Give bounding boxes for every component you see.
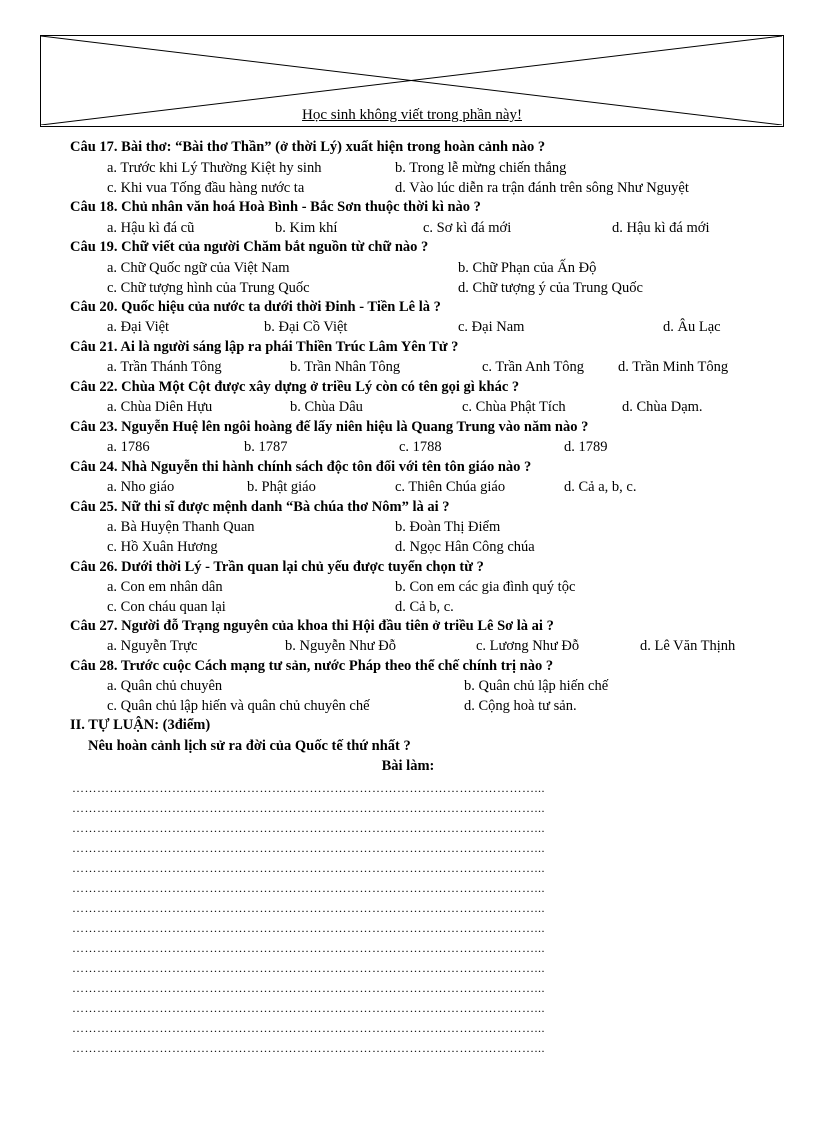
option: d. Ngọc Hân Công chúa: [395, 539, 535, 555]
option: a. 1786: [107, 439, 150, 455]
option: b. Trần Nhân Tông: [290, 359, 401, 375]
answer-line[interactable]: …………………………………………………………………………………………………...: [72, 1041, 545, 1055]
option: b. Trong lễ mừng chiến thắng: [395, 160, 567, 176]
option: d. Hậu kì đá mới: [612, 220, 710, 236]
option: a. Nho giáo: [107, 479, 175, 495]
option: a. Chùa Diên Hựu: [107, 399, 213, 415]
box-caption: Học sinh không viết trong phần này!: [41, 107, 783, 124]
option: c. Khi vua Tống đầu hàng nước ta: [107, 180, 305, 196]
option: d. Chữ tượng ý của Trung Quốc: [458, 280, 643, 296]
answer-line[interactable]: …………………………………………………………………………………………………...: [72, 781, 545, 795]
question-24: Câu 24. Nhà Nguyễn thi hành chính sách độc tôn đối với tên tôn giáo nào ?: [70, 459, 532, 475]
answer-line[interactable]: …………………………………………………………………………………………………...: [72, 841, 545, 855]
option: a. Đại Việt: [107, 319, 170, 335]
question-25: Câu 25. Nữ thi sĩ được mệnh danh “Bà chúa thơ Nôm” là ai ?: [70, 499, 450, 515]
option: c. Thiên Chúa giáo: [395, 479, 506, 495]
question-23: Câu 23. Nguyễn Huệ lên ngôi hoàng đế lấy niên hiệu là Quang Trung vào năm nào ?: [70, 419, 589, 435]
option: b. Đoàn Thị Điểm: [395, 519, 501, 535]
answer-line[interactable]: …………………………………………………………………………………………………...: [72, 1021, 545, 1035]
option: d. Âu Lạc: [663, 319, 721, 335]
option: c. Hồ Xuân Hương: [107, 539, 218, 555]
option: d. Trần Minh Tông: [618, 359, 729, 375]
option: b. Chùa Dâu: [290, 399, 363, 415]
answer-line[interactable]: …………………………………………………………………………………………………...: [72, 901, 545, 915]
option: c. Đại Nam: [458, 319, 525, 335]
answer-line[interactable]: …………………………………………………………………………………………………...: [72, 881, 545, 895]
option: b. Chữ Phạn của Ấn Độ: [458, 260, 597, 276]
answer-line[interactable]: …………………………………………………………………………………………………...: [72, 981, 545, 995]
answer-line[interactable]: …………………………………………………………………………………………………...: [72, 861, 545, 875]
answer-line[interactable]: …………………………………………………………………………………………………...: [72, 941, 545, 955]
option: c. Trần Anh Tông: [482, 359, 585, 375]
option: a. Quân chủ chuyên: [107, 678, 223, 694]
question-17: Câu 17. Bài thơ: “Bài thơ Thần” (ở thời Lý) xuất hiện trong hoàn cảnh nào ?: [70, 139, 546, 155]
option: d. Cả a, b, c.: [564, 479, 637, 495]
question-28: Câu 28. Trước cuộc Cách mạng tư sản, nước Pháp theo thể chế chính trị nào ?: [70, 658, 554, 674]
no-write-box: [40, 35, 784, 127]
option: b. 1787: [244, 439, 288, 455]
option: a. Bà Huyện Thanh Quan: [107, 519, 255, 535]
option: b. Kim khí: [275, 220, 338, 236]
option: c. Quân chủ lập hiến và quân chủ chuyên chế: [107, 698, 370, 714]
question-19: Câu 19. Chữ viết của người Chăm bắt nguồn từ chữ nào ?: [70, 239, 429, 255]
essay-section-title: II. TỰ LUẬN: (3điểm): [70, 717, 211, 733]
option: a. Chữ Quốc ngữ của Việt Nam: [107, 260, 290, 276]
option: d. Chùa Dạm.: [622, 399, 703, 415]
answer-line[interactable]: …………………………………………………………………………………………………...: [72, 801, 545, 815]
option: b. Đại Cồ Việt: [264, 319, 348, 335]
essay-prompt: Nêu hoàn cảnh lịch sử ra đời của Quốc tế thứ nhất ?: [88, 738, 411, 754]
question-26: Câu 26. Dưới thời Lý - Trần quan lại chủ yếu được tuyển chọn từ ?: [70, 559, 484, 575]
option: a. Nguyễn Trực: [107, 638, 198, 654]
option: c. 1788: [399, 439, 442, 455]
question-20: Câu 20. Quốc hiệu của nước ta dưới thời Đinh - Tiền Lê là ?: [70, 299, 441, 315]
option: a. Con em nhân dân: [107, 579, 223, 595]
option: b. Nguyễn Như Đỗ: [285, 638, 396, 654]
option: c. Con cháu quan lại: [107, 599, 226, 615]
option: b. Phật giáo: [247, 479, 316, 495]
answer-line[interactable]: …………………………………………………………………………………………………...: [72, 921, 545, 935]
answer-line[interactable]: …………………………………………………………………………………………………...: [72, 1001, 545, 1015]
question-18: Câu 18. Chủ nhân văn hoá Hoà Bình - Bắc Sơn thuộc thời kì nào ?: [70, 199, 481, 215]
option: a. Trần Thánh Tông: [107, 359, 222, 375]
option: c. Lương Như Đỗ: [476, 638, 580, 654]
option: c. Chữ tượng hình của Trung Quốc: [107, 280, 310, 296]
option: b. Con em các gia đình quý tộc: [395, 579, 576, 595]
answer-line[interactable]: …………………………………………………………………………………………………...: [72, 961, 545, 975]
question-22: Câu 22. Chùa Một Cột được xây dựng ở triều Lý còn có tên gọi gì khác ?: [70, 379, 520, 395]
option: a. Trước khi Lý Thường Kiệt hy sinh: [107, 160, 322, 176]
option: d. 1789: [564, 439, 608, 455]
question-21: Câu 21. Ai là người sáng lập ra phái Thiền Trúc Lâm Yên Tử ?: [70, 339, 459, 355]
answer-heading: Bài làm:: [381, 758, 435, 774]
option: a. Hậu kì đá cũ: [107, 220, 195, 236]
option: b. Quân chủ lập hiến chế: [464, 678, 609, 694]
option: d. Lê Văn Thịnh: [640, 638, 736, 654]
option: d. Cả b, c.: [395, 599, 454, 615]
option: c. Sơ kì đá mới: [423, 220, 512, 236]
option: c. Chùa Phật Tích: [462, 399, 566, 415]
question-27: Câu 27. Người đỗ Trạng nguyên của khoa thi Hội đầu tiên ở triều Lê Sơ là ai ?: [70, 618, 554, 634]
option: d. Vào lúc diễn ra trận đánh trên sông Như Nguyệt: [395, 180, 689, 196]
answer-line[interactable]: …………………………………………………………………………………………………...: [72, 821, 545, 835]
option: d. Cộng hoà tư sản.: [464, 698, 577, 714]
